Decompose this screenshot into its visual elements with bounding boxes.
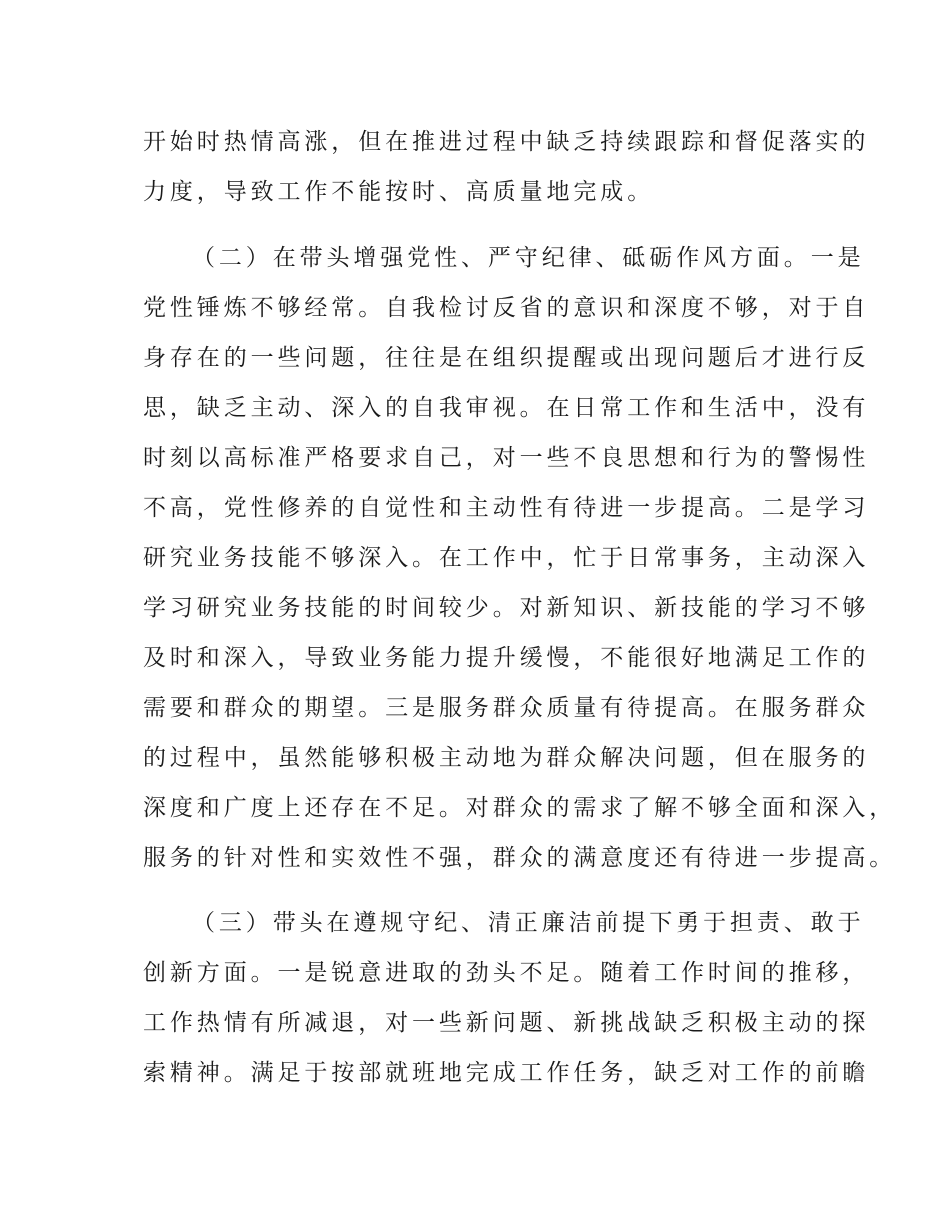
text-line-11: 及时和深入，导致业务能力提升缓慢，不能很好地满足工作的	[143, 645, 870, 671]
text-line-12: 需要和群众的期望。三是服务群众质量有待提高。在服务群众	[143, 695, 870, 721]
text-line-17: 创新方面。一是锐意进取的劲头不足。随着工作时间的推移，	[143, 960, 870, 986]
text-line-4: 党性锤炼不够经常。自我检讨反省的意识和深度不够，对于自	[143, 295, 870, 321]
text-line-18: 工作热情有所减退，对一些新问题、新挑战缺乏积极主动的探	[143, 1010, 870, 1036]
text-line-5: 身存在的一些问题，往往是在组织提醒或出现问题后才进行反	[143, 345, 870, 371]
paragraph-2-heading-line: （二）在带头增强党性、严守纪律、砥砺作风方面。一是	[192, 245, 865, 271]
text-line-8: 不高，党性修养的自觉性和主动性有待进一步提高。二是学习	[143, 495, 870, 521]
text-line-10: 学习研究业务技能的时间较少。对新知识、新技能的学习不够	[143, 595, 870, 621]
text-line-14: 深度和广度上还存在不足。对群众的需求了解不够全面和深入，	[143, 795, 897, 821]
text-line-1: 开始时热情高涨，但在推进过程中缺乏持续跟踪和督促落实的	[143, 129, 870, 155]
text-line-6: 思，缺乏主动、深入的自我审视。在日常工作和生活中，没有	[143, 395, 870, 421]
text-line-7: 时刻以高标准严格要求自己，对一些不良思想和行为的警惕性	[143, 445, 870, 471]
text-line-9: 研究业务技能不够深入。在工作中，忙于日常事务，主动深入	[143, 545, 870, 571]
text-line-19: 索精神。满足于按部就班地完成工作任务，缺乏对工作的前瞻	[143, 1060, 870, 1086]
text-line-15: 服务的针对性和实效性不强，群众的满意度还有待进一步提高。	[143, 845, 897, 871]
text-line-2: 力度，导致工作不能按时、高质量地完成。	[143, 179, 655, 205]
text-line-13: 的过程中，虽然能够积极主动地为群众解决问题，但在服务的	[143, 745, 870, 771]
paragraph-3-heading-line: （三）带头在遵规守纪、清正廉洁前提下勇于担责、敢于	[192, 910, 865, 936]
